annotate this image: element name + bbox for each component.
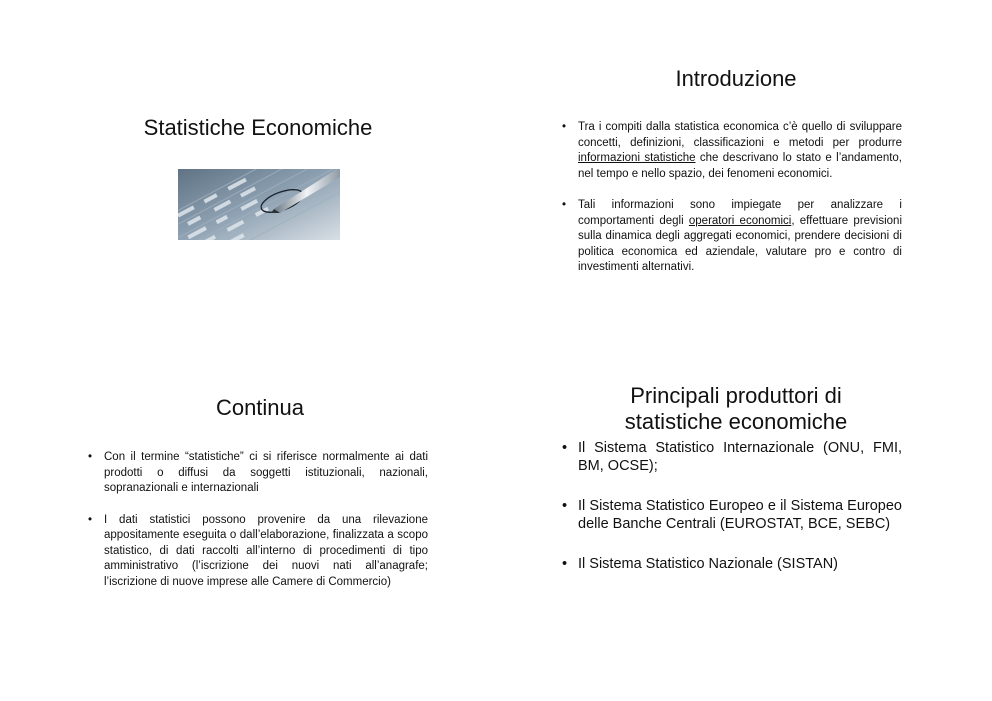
bullet-item: • Con il termine “statistiche” ci si riferisce normalmente ai dati prodotti o diffusi da soggetti istituzionali, nazionali, sopranazionali e internazionali: [88, 450, 428, 497]
bullet-list: [562, 439, 902, 595]
slide-title: [488, 383, 984, 435]
bullet-list: [562, 120, 902, 292]
bullet-list: [88, 450, 428, 606]
bullet-text: che descrivano lo stato e l’andamento, nel tempo e nello spazio, dei fenomeni economici.: [578, 152, 902, 180]
slide-title: Continua: [215, 395, 305, 420]
slide-principali-produttori: [496, 350, 992, 700]
bullet-item: • Il Sistema Statistico Nazionale (SISTAN): [562, 555, 902, 573]
bullet-text: Tali informazioni sono impiegate per analizzare i comportamenti degli: [578, 199, 902, 227]
slide-continua: [0, 350, 496, 700]
operatori-economici-link[interactable]: operatori economici: [688, 214, 792, 227]
slide-title: Introduzione: [675, 66, 797, 91]
bullet-item: • I dati statistici possono provenire da una rilevazione appositamente eseguita o dall’elaborazione, finalizzata a scopo statistico, di dati raccolti all’interno di procedimenti di tipo amministrativo (l’iscrizione dei nuovi nati all’anagrafe; l’iscrizione di nuove imprese alle Camere di Commercio): [88, 513, 428, 591]
bullet-item: • Il Sistema Statistico Internazionale (ONU, FMI, BM, OCSE);: [562, 439, 902, 475]
title-line-2: statistiche economiche: [624, 409, 848, 434]
slide-statistiche-economiche: [0, 0, 496, 350]
slide-introduzione: [496, 0, 992, 350]
bullet-item: [562, 120, 902, 182]
bullet-item: [562, 198, 902, 276]
bullet-item: • Il Sistema Statistico Europeo e il Sistema Europeo delle Banche Centrali (EUROSTAT, BCE, SEBC): [562, 497, 902, 533]
bullet-text: , effettuare previsioni sulla dinamica degli aggregati economici, prendere decisioni di politica economica ed aziendale, valutare pro e contro di investimenti alternativi.: [578, 214, 903, 273]
bullet-text: Tra i compiti dalla statistica economica c’è quello di sviluppare concetti, definizioni, classificazioni e metodi per produrre: [578, 121, 902, 149]
informazioni-statistiche-link[interactable]: informazioni statistiche: [578, 152, 696, 164]
slide-title: Statistiche Economiche: [143, 115, 373, 140]
title-line-1: Principali produttori di: [630, 383, 842, 408]
spreadsheet-pen-image: [178, 169, 340, 240]
